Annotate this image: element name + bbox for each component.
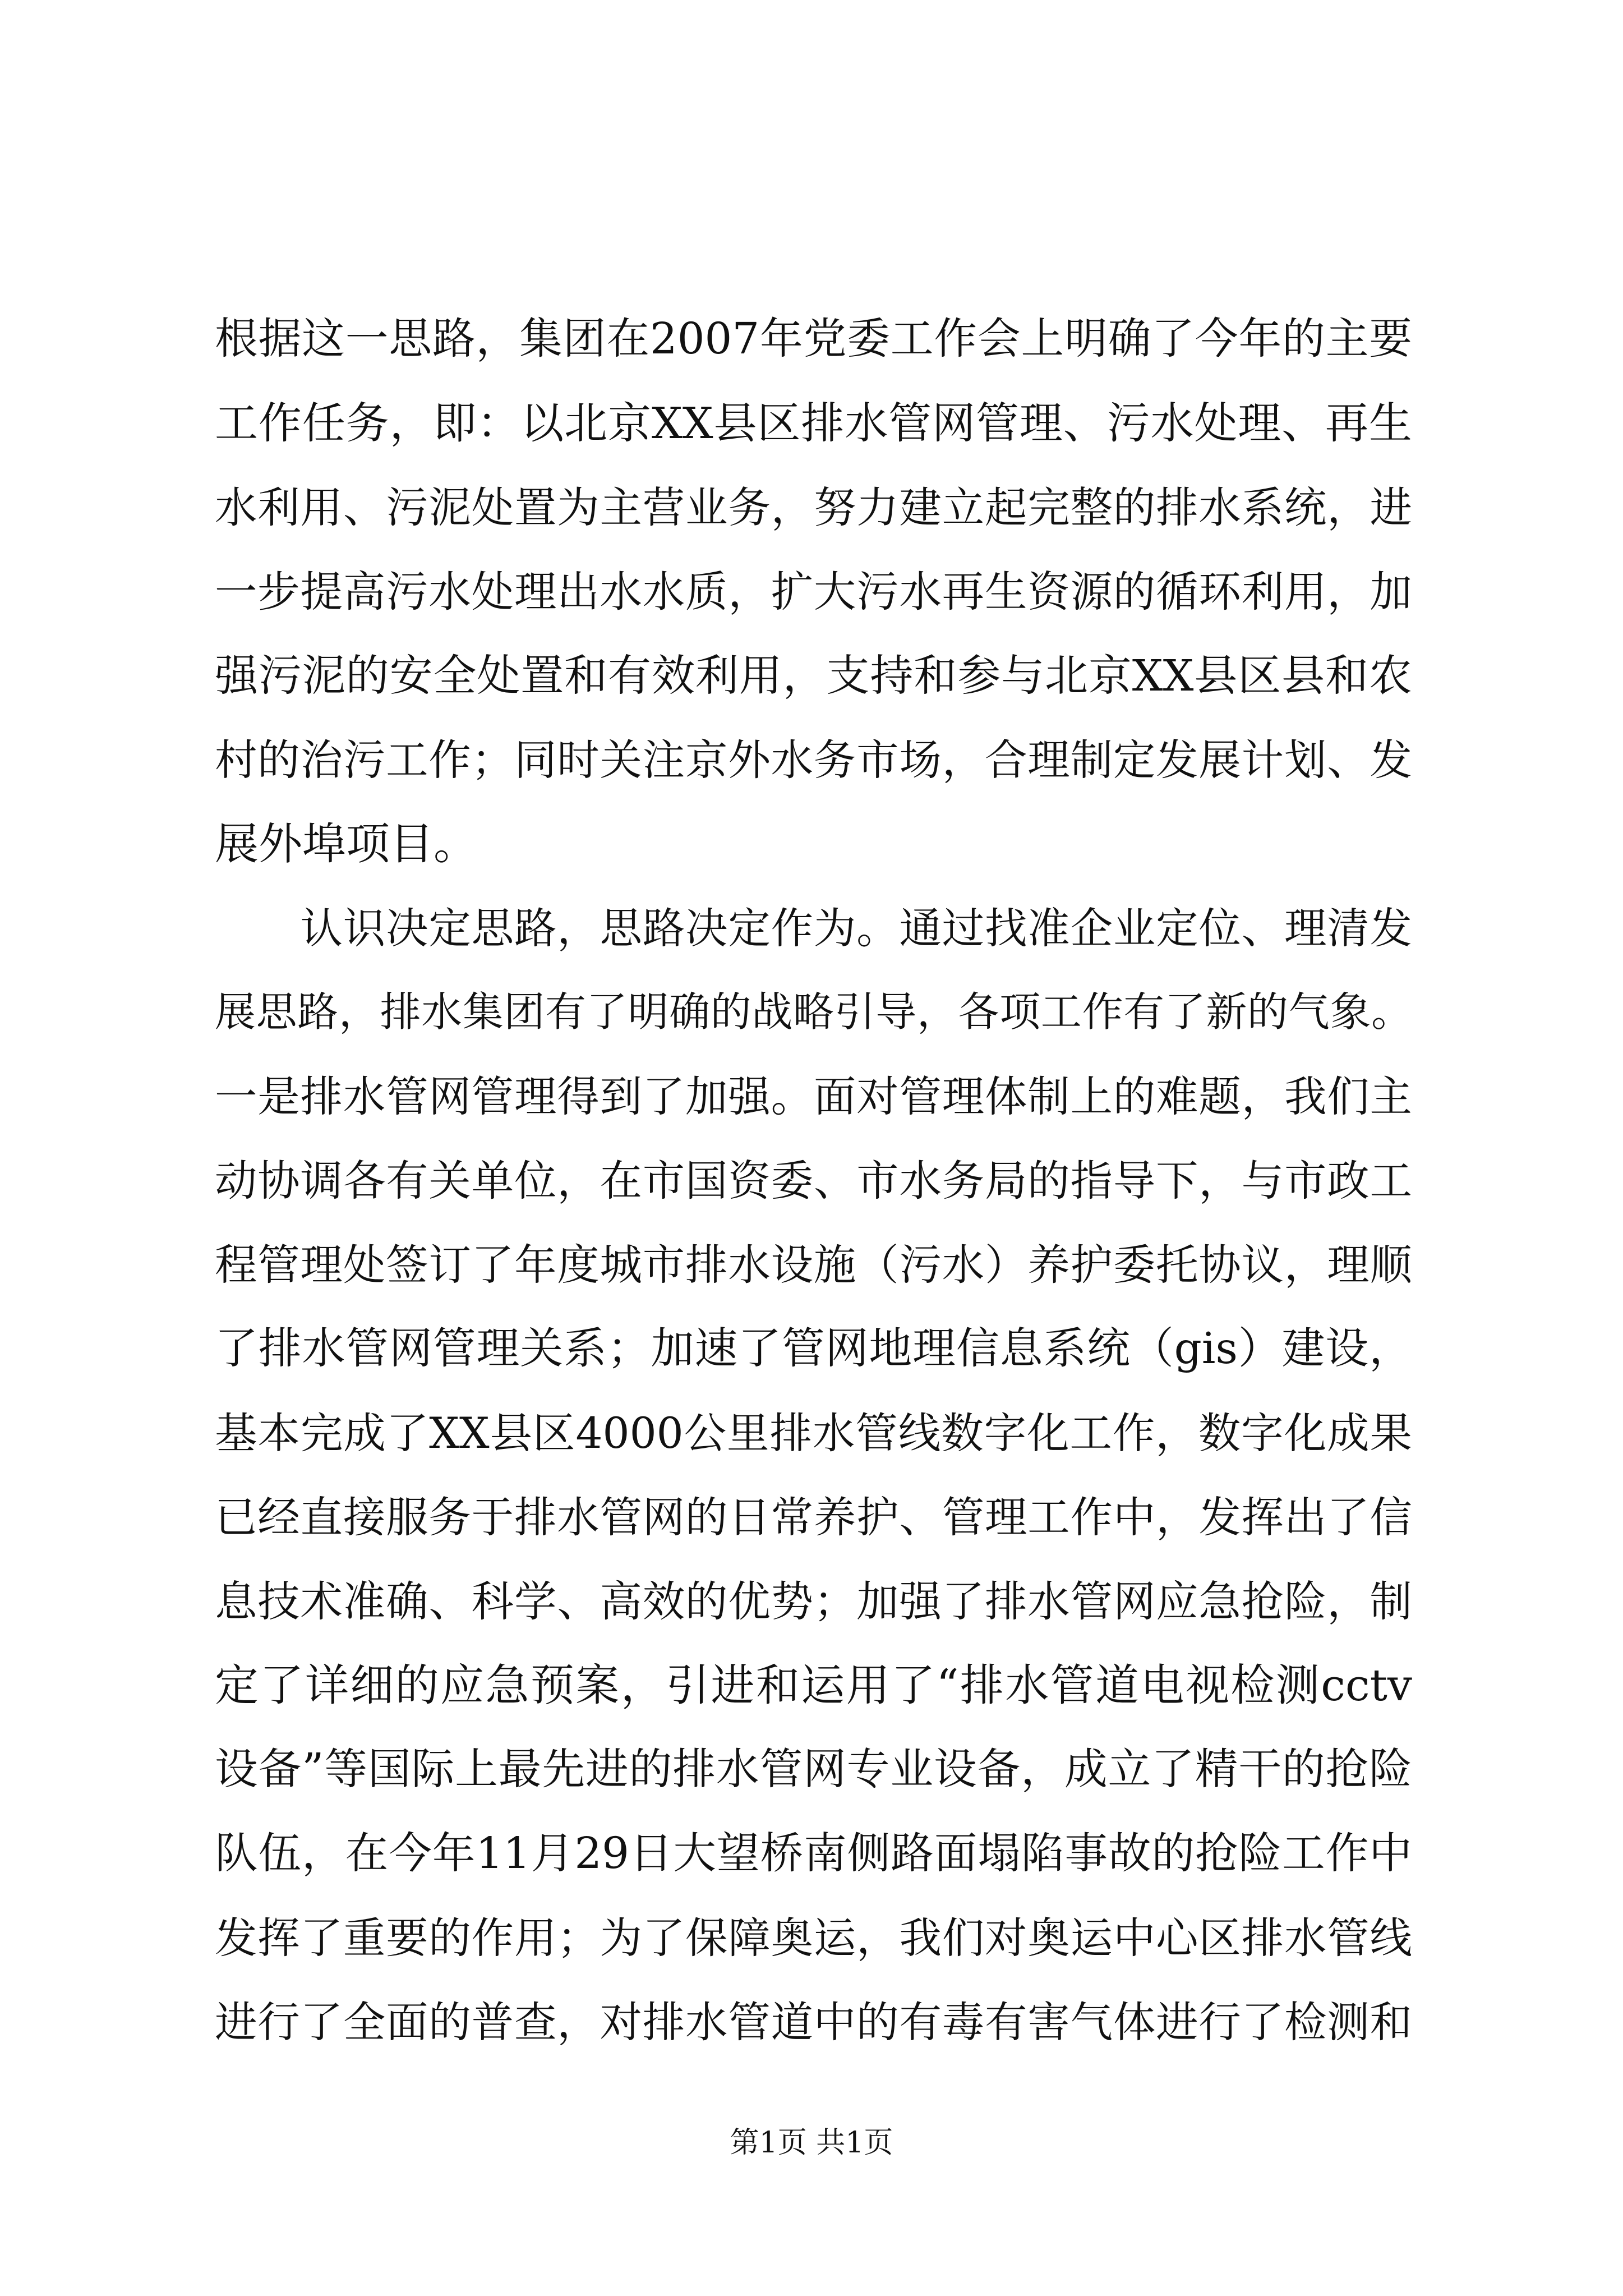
text-line: 动协调各有关单位，在市国资委、市水务局的指导下，与市政工 (215, 1156, 1412, 1205)
text-line: 了排水管网管理关系；加速了管网地理信息系统（gis）建设， (215, 1324, 1412, 1374)
text-line: 展思路，排水集团有了明确的战略引导，各项工作有了新的气象。 (215, 988, 1412, 1036)
text-line: 已经直接服务于排水管网的日常养护、管理工作中，发挥出了信 (215, 1493, 1412, 1542)
body-text (215, 297, 1412, 2064)
text-line: 基本完成了XX县区4000公里排水管线数字化工作，数字化成果 (215, 1409, 1412, 1458)
text-line: 设备”等国际上最先进的排水管网专业设备，成立了精干的抢险 (215, 1745, 1412, 1795)
text-line: 认识决定思路，思路决定作为。通过找准企业定位、理清发 (215, 904, 1412, 953)
text-line: 强污泥的安全处置和有效利用，支持和参与北京XX县区县和农 (215, 651, 1412, 701)
text-line: 程管理处签订了年度城市排水设施（污水）养护委托协议，理顺 (215, 1240, 1412, 1290)
text-line: 工作任务，即：以北京XX县区排水管网管理、污水处理、再生 (215, 398, 1412, 449)
text-line: 队伍，在今年11月29日大望桥南侧路面塌陷事故的抢险工作中 (215, 1829, 1412, 1879)
text-line: 息技术准确、科学、高效的优势；加强了排水管网应急抢险，制 (215, 1577, 1412, 1626)
text-line: 根据这一思路，集团在2007年党委工作会上明确了今年的主要 (215, 314, 1412, 364)
page-footer: 第1页 共1页 (730, 2126, 893, 2160)
text-line: 进行了全面的普查，对排水管道中的有毒有害气体进行了检测和 (215, 1998, 1412, 2047)
text-line: 水利用、污泥处置为主营业务，努力建立起完整的排水系统，进 (215, 483, 1412, 532)
text-line: 展外埠项目。 (215, 819, 478, 869)
text-line: 一是排水管网管理得到了加强。面对管理体制上的难题，我们主 (215, 1072, 1412, 1121)
text-line: 定了详细的应急预案，引进和运用了“排水管道电视检测cctv (215, 1660, 1412, 1711)
text-line: 发挥了重要的作用；为了保障奥运，我们对奥运中心区排水管线 (215, 1913, 1412, 1963)
text-line: 一步提高污水处理出水水质，扩大污水再生资源的循环利用，加 (215, 567, 1412, 616)
text-line: 村的治污工作；同时关注京外水务市场，合理制定发展计划、发 (215, 735, 1412, 785)
